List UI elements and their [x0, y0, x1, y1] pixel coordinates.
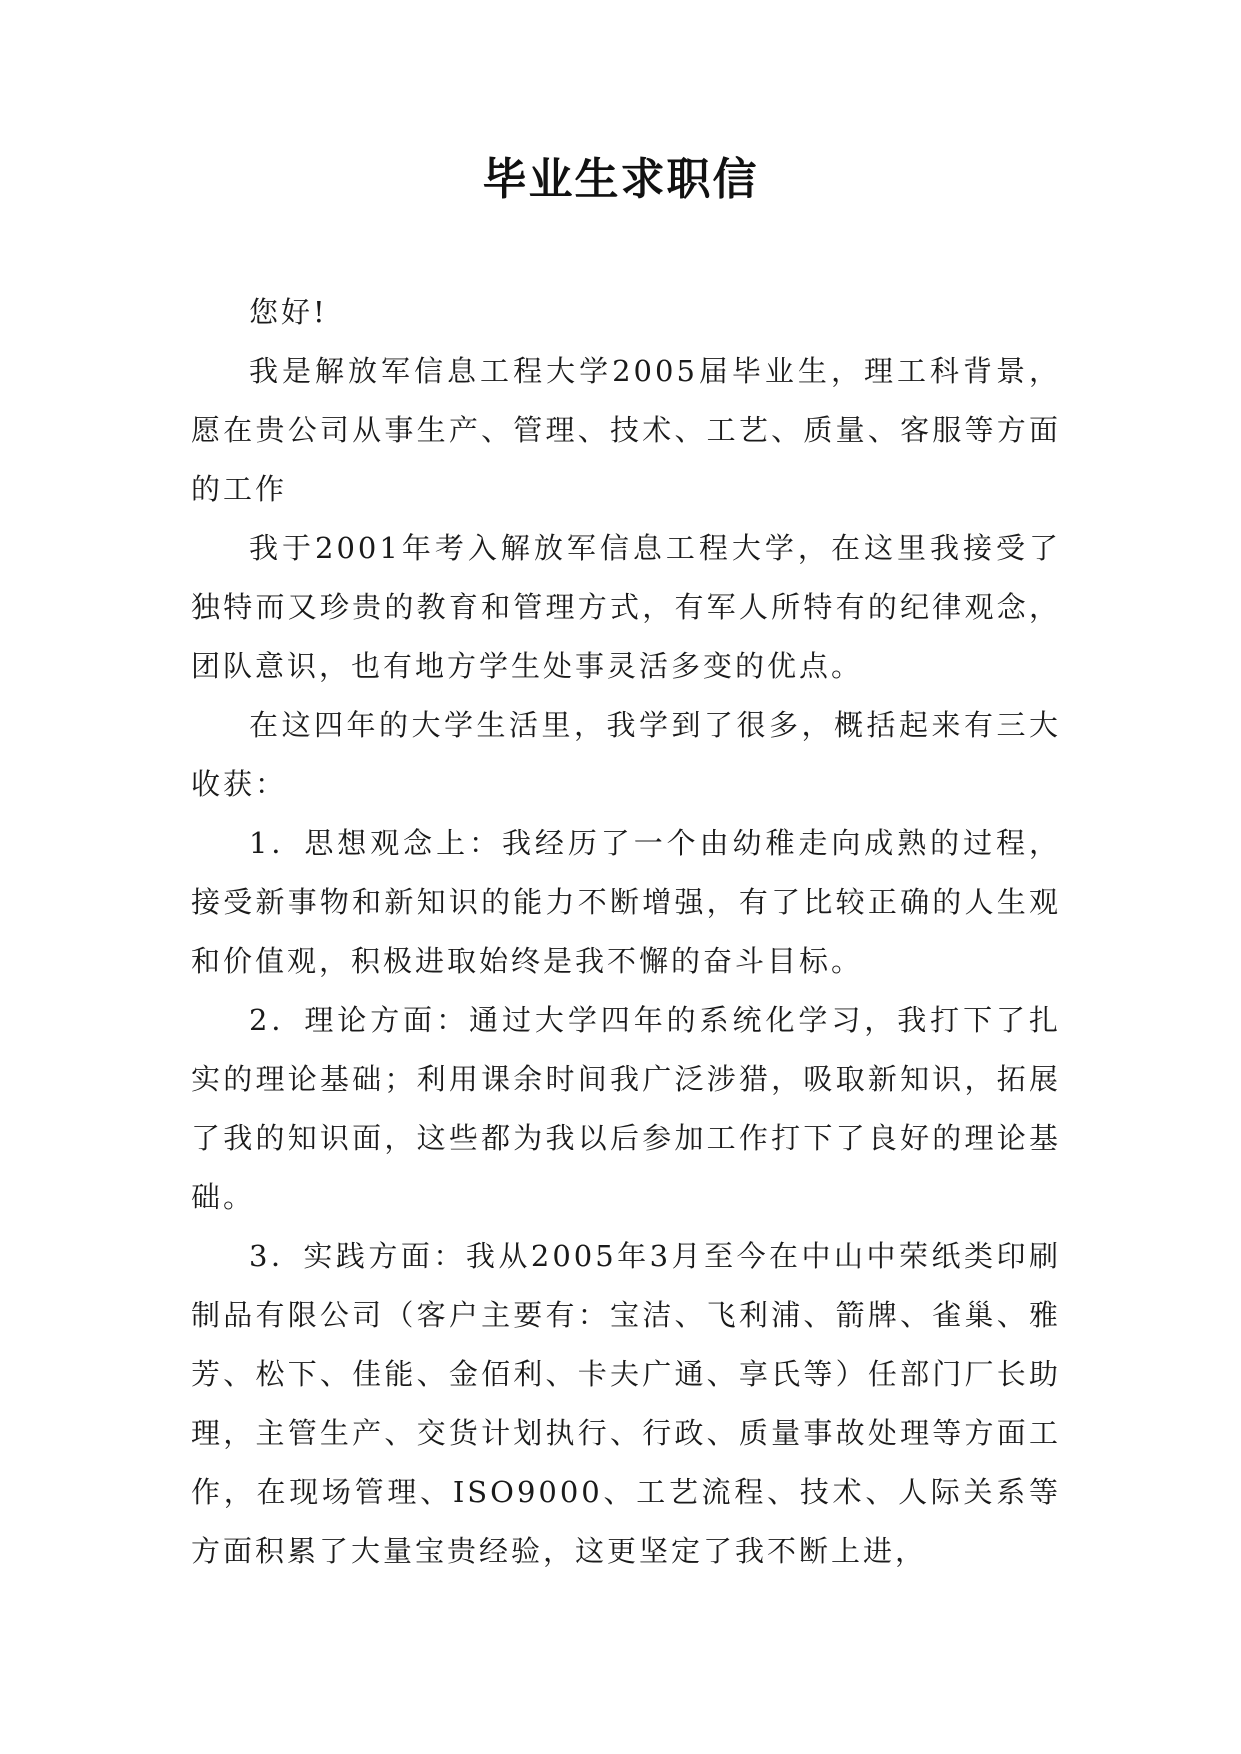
gain-item-1: 1．思想观念上：我经历了一个由幼稚走向成熟的过程，接受新事物和新知识的能力不断增强，有了比较正确的人生观和价值观，积极进取始终是我不懈的奋斗目标。	[191, 826, 1061, 978]
gain-item-2: 2．理论方面：通过大学四年的系统化学习，我打下了扎实的理论基础；利用课余时间我广泛涉猎，吸取新知识，拓展了我的知识面，这些都为我以后参加工作打下了良好的理论基础。	[191, 1003, 1061, 1214]
greeting-paragraph: 您好!	[249, 295, 328, 329]
letter-body	[191, 283, 1061, 1581]
education-paragraph: 我于2001年考入解放军信息工程大学，在这里我接受了独特而又珍贵的教育和管理方式，有军人所特有的纪律观念，团队意识，也有地方学生处事灵活多变的优点。	[191, 531, 1061, 683]
intro-paragraph: 我是解放军信息工程大学2005届毕业生，理工科背景，愿在贵公司从事生产、管理、技术、工艺、质量、客服等方面的工作	[191, 354, 1061, 506]
gains-intro-paragraph: 在这四年的大学生活里，我学到了很多，概括起来有三大收获：	[191, 708, 1061, 801]
document-title: 毕业生求职信	[482, 154, 759, 205]
gain-item-3: 3．实践方面：我从2005年3月至今在中山中荣纸类印刷制品有限公司（客户主要有：宝洁、飞利浦、箭牌、雀巢、雅芳、松下、佳能、金佰利、卡夫广通、享氏等）任部门厂长助理，主管生产、交货计划执行、行政、质量事故处理等方面工作，在现场管理、ISO9000、工艺流程、技术、人际关系等方面积累了大量宝贵经验，这更坚定了我不断上进，	[191, 1239, 1061, 1568]
